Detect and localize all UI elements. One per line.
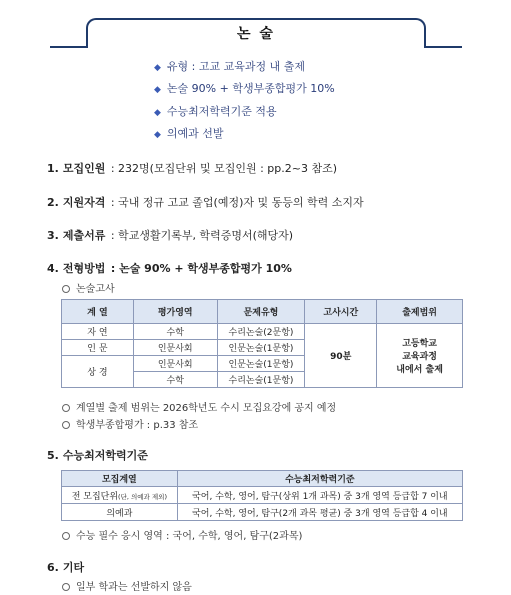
section-documents: 3. 제출서류 : 학교생활기록부, 학력증명서(해당자) <box>47 229 294 242</box>
cell-criteria: 국어, 수학, 영어, 탐구(상위 1개 과목) 중 3개 영역 등급합 7 이내 <box>177 487 462 504</box>
summary-list <box>154 58 335 147</box>
summary-item: ◆ 수능최저학력기준 적용 <box>154 104 277 118</box>
table-row <box>62 324 463 340</box>
cell-type: 수리논술(2문항) <box>217 324 305 340</box>
circle-bullet-icon <box>62 421 70 429</box>
header-area: 평가영역 <box>133 300 217 324</box>
diamond-bullet-icon: ◆ <box>154 63 161 73</box>
title-tab <box>86 18 426 48</box>
summary-item: ◆ 의예과 선발 <box>154 126 224 140</box>
essay-note: 계열별 출제 범위는 2026학년도 수시 모집요강에 공지 예정 <box>62 399 336 414</box>
circle-bullet-icon <box>62 285 70 293</box>
table-row <box>62 504 463 521</box>
diamond-bullet-icon: ◆ <box>154 107 161 118</box>
section-csat: 5. 수능최저학력기준 <box>47 449 148 462</box>
csat-table <box>61 470 463 521</box>
circle-bullet-icon <box>62 404 70 412</box>
cell-area: 인문사회 <box>133 340 217 356</box>
cell-type: 수리논술(1문항) <box>217 372 305 388</box>
summary-item: ◆ 논술 90% + 학생부종합평가 10% <box>154 82 335 96</box>
section-method: 4. 전형방법 : 논술 90% + 학생부종합평가 10% <box>47 262 292 275</box>
header-time: 고사시간 <box>305 300 377 324</box>
csat-note: 수능 필수 응시 영역 : 국어, 수학, 영어, 탐구(2과목) <box>62 527 302 542</box>
table-header-row <box>62 471 463 487</box>
title-header <box>0 0 511 52</box>
diamond-bullet-icon: ◆ <box>154 85 161 96</box>
cell-criteria: 국어, 수학, 영어, 탐구(2개 과목 평균) 중 3개 영역 등급합 4 이내 <box>177 504 462 521</box>
diamond-bullet-icon: ◆ <box>154 129 161 140</box>
cell-area: 수학 <box>133 372 217 388</box>
cell-group: 의예과 <box>62 504 178 521</box>
header-group: 모집계열 <box>62 471 178 487</box>
cell-time: 90분 <box>305 324 377 388</box>
cell-group: 전 모집단위(단, 의예과 제외) <box>62 487 178 504</box>
section-recruitment: 1. 모집인원 : 232명(모집단위 및 모집인원 : pp.2~3 참조) <box>47 162 338 175</box>
section-etc: 6. 기타 <box>47 561 85 574</box>
cell-area: 수학 <box>133 324 217 340</box>
etc-note: 일부 학과는 선발하지 않음 <box>62 578 192 593</box>
essay-note: 학생부종합평가 : p.33 참조 <box>62 416 198 431</box>
header-range: 출제범위 <box>377 300 463 324</box>
header-group: 계 열 <box>62 300 134 324</box>
essay-exam-table <box>61 299 463 388</box>
header-type: 문제유형 <box>217 300 305 324</box>
cell-group: 인 문 <box>62 340 134 356</box>
cell-area: 인문사회 <box>133 356 217 372</box>
essay-exam-label: 논술고사 <box>62 280 115 295</box>
summary-item: ◆ 유형 : 고교 교육과정 내 출제 <box>154 60 305 73</box>
cell-group: 자 연 <box>62 324 134 340</box>
header-criteria: 수능최저학력기준 <box>177 471 462 487</box>
cell-type: 인문논술(1문항) <box>217 356 305 372</box>
page-title: 논 술 <box>237 26 275 42</box>
section-eligibility: 2. 지원자격 : 국내 정규 고교 졸업(예정)자 및 동등의 학력 소지자 <box>47 196 364 209</box>
circle-bullet-icon <box>62 583 70 591</box>
circle-bullet-icon <box>62 532 70 540</box>
cell-type: 인문논술(1문항) <box>217 340 305 356</box>
table-header-row <box>62 300 463 324</box>
table-row <box>62 487 463 504</box>
cell-range: 고등학교 교육과정 내에서 출제 <box>377 324 463 388</box>
cell-group: 상 경 <box>62 356 134 388</box>
